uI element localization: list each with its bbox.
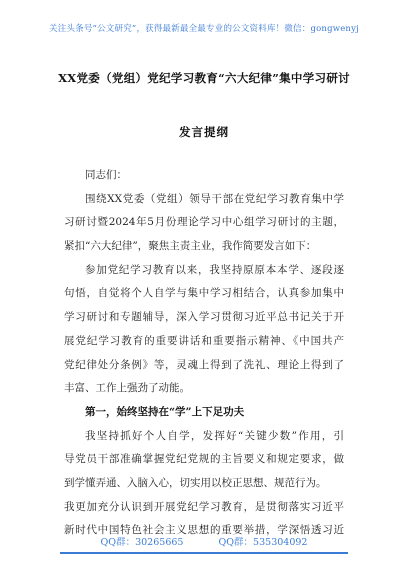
document-title: XX党委（党组）党纪学习教育“六大纪律”集中学习研讨 xyxy=(58,71,350,85)
body-line: 展党纪学习教育的重要讲话和重要指示精神、《中国共产 xyxy=(64,334,344,347)
body-line: 围绕XX党委（党组）领导干部在党纪学习教育集中学 xyxy=(85,192,344,205)
body-line: 句悟，自觉将个人自学与集中学习相结合，认真参加集中 xyxy=(64,287,344,300)
body-line: 第一，始终坚持在“学”上下足功夫 xyxy=(85,405,245,418)
body-line: 参加党纪学习教育以来，我坚持原原本本学、逐段逐 xyxy=(85,263,344,276)
body-line: 同志们： xyxy=(85,169,127,181)
body-line: 新时代中国特色社会主义思想的重要举措，学深悟透习近 xyxy=(64,524,344,537)
footer-qq-group-2: QQ群：535304092 xyxy=(218,537,308,548)
body-line: 到学懂弄通、入脑入心，切实用以校正思想、规范行为。 xyxy=(64,476,327,489)
body-line: 习研讨暨2024年5月份理论学习中心组学习研讨的主题， xyxy=(64,216,344,229)
body-line: 我更加充分认识到开展党纪学习教育，是贯彻落实习近平 xyxy=(64,500,344,513)
document-subtitle: 发言提纲 xyxy=(179,125,229,139)
footer-qq-group-1: QQ群：30265665 xyxy=(100,537,184,548)
footer-contact xyxy=(0,534,408,548)
body-line: 紧扣“六大纪律”，聚焦主责主业，我作简要发言如下： xyxy=(64,240,317,253)
body-line: 导党员干部准确掌握党纪党规的主旨要义和规定要求，做 xyxy=(64,453,344,466)
body-line: 党纪律处分条例》等，灵魂上得到了洗礼、理论上得到了 xyxy=(64,358,344,371)
body-line: 丰富、工作上强劲了动能。 xyxy=(64,382,190,395)
document-body xyxy=(64,164,344,543)
body-line: 我坚持抓好个人自学，发挥好“关键少数”作用，引 xyxy=(85,429,344,442)
body-line: 学习研讨和专题辅导，深入学习贯彻习近平总书记关于开 xyxy=(64,311,344,324)
footer-divider xyxy=(60,552,348,554)
header-promo-note: 关注头条号“公文研究”，获得最新最全最专业的公文资料库！微信：gongwenyj xyxy=(49,24,359,34)
